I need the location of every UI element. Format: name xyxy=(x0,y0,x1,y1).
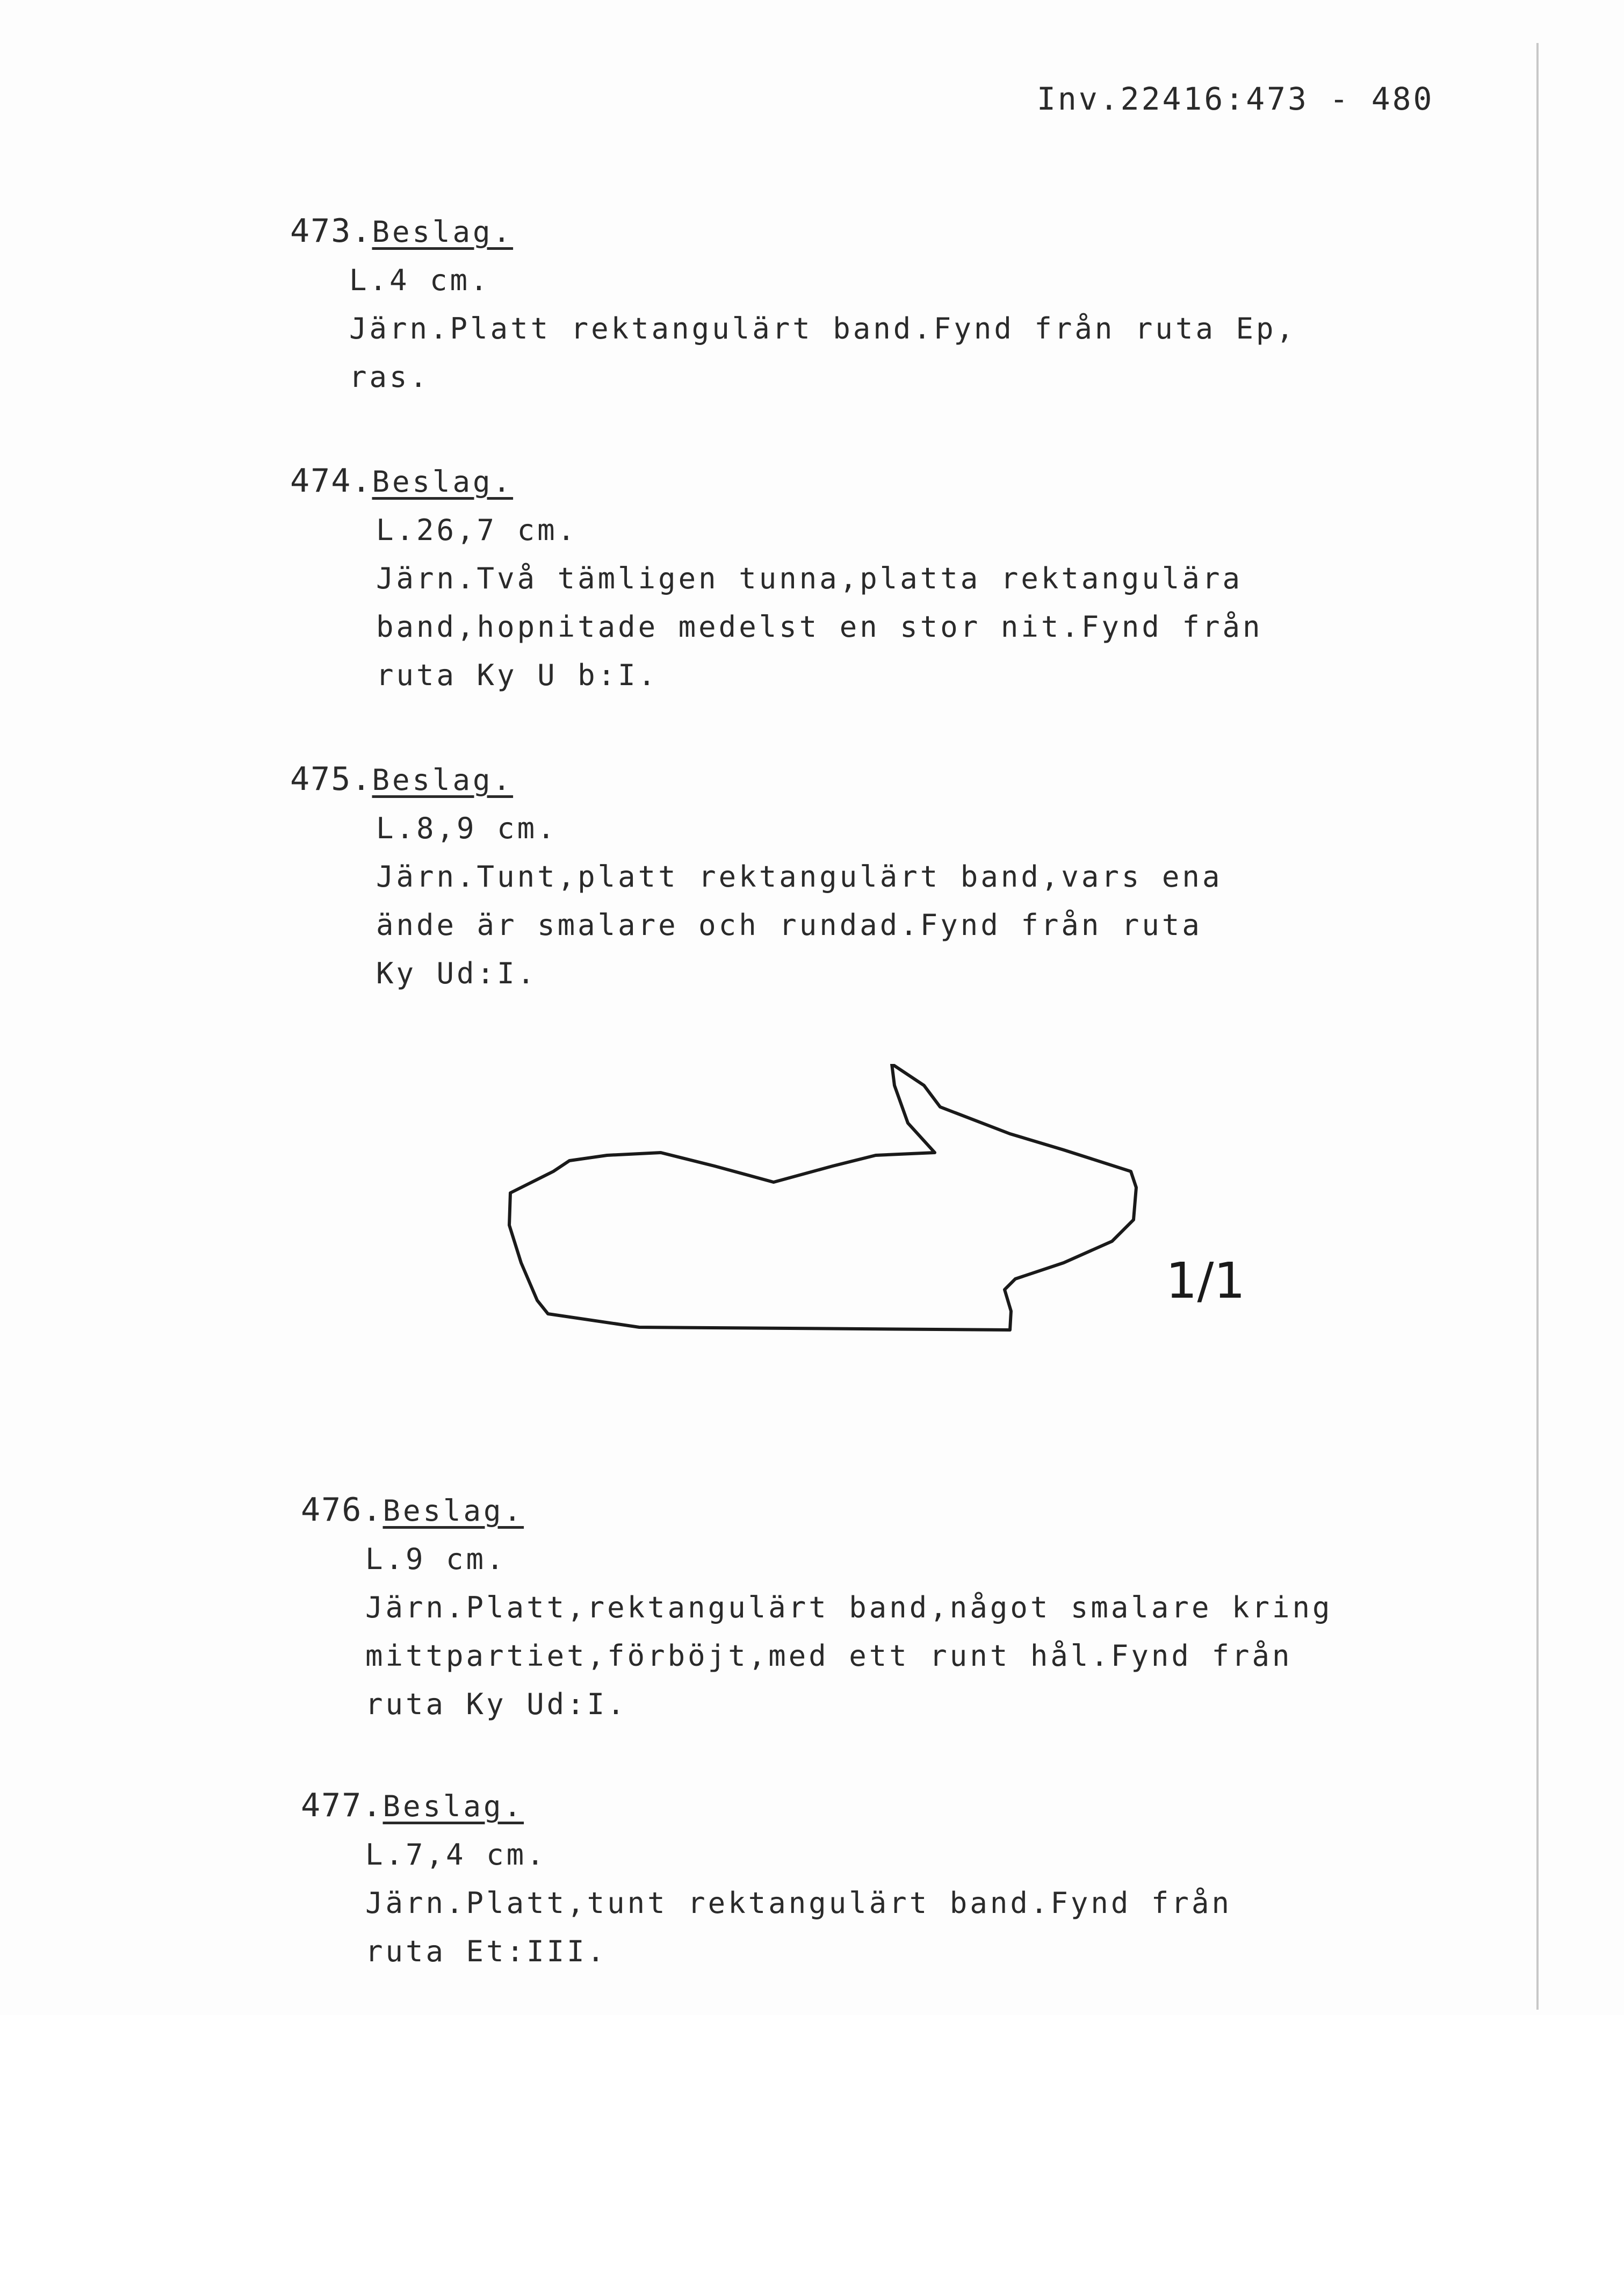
artifact-outline xyxy=(509,1064,1136,1330)
scan-margin xyxy=(0,2015,1624,2295)
entry-line: L.7,4 cm. xyxy=(365,1838,547,1872)
scale-label: 1/1 xyxy=(1166,1252,1246,1310)
entry-line: band,hopnitade medelst en stor nit.Fynd från xyxy=(376,610,1263,644)
entry-line: Järn.Två tämligen tunna,platta rektangulära xyxy=(376,562,1243,595)
entry-number: 475. xyxy=(290,760,372,798)
catalog-entry-473 xyxy=(290,207,1296,401)
entry-line: ände är smalare och rundad.Fynd från ruta xyxy=(376,908,1202,942)
entry-title: Beslag. xyxy=(382,1789,524,1823)
entry-line: Järn.Platt,tunt rektangulärt band.Fynd från xyxy=(365,1886,1232,1920)
entry-line: Ky Ud:I. xyxy=(376,956,538,990)
entry-line: ruta Et:III. xyxy=(365,1934,608,1968)
entry-line: L.8,9 cm. xyxy=(376,811,558,845)
entry-line: L.4 cm. xyxy=(349,263,490,297)
entry-line: Järn.Platt,rektangulärt band,något smalare kring xyxy=(365,1591,1333,1624)
artifact-outline-drawing xyxy=(500,1064,1198,1365)
entry-line: L.9 cm. xyxy=(365,1542,507,1576)
catalog-entry-475 xyxy=(290,755,1222,998)
entry-title: Beslag. xyxy=(372,763,514,797)
entry-title: Beslag. xyxy=(372,215,514,249)
entry-number: 477. xyxy=(301,1787,383,1824)
entry-line: mittpartiet,förböjt,med ett runt hål.Fynd från xyxy=(365,1639,1293,1673)
entry-number: 476. xyxy=(301,1491,383,1529)
inventory-number: Inv.22416:473 - 480 xyxy=(1037,81,1434,117)
entry-line: ruta Ky U b:I. xyxy=(376,658,659,692)
entry-line: L.26,7 cm. xyxy=(376,513,578,547)
page-edge-shadow xyxy=(1536,43,1539,2010)
catalog-entry-477 xyxy=(301,1781,1232,1976)
entry-line: ras. xyxy=(349,360,430,394)
entry-title: Beslag. xyxy=(382,1494,524,1528)
entry-line: Järn.Platt rektangulärt band.Fynd från ruta Ep, xyxy=(349,312,1297,346)
catalog-entry-474 xyxy=(290,457,1262,700)
entry-number: 474. xyxy=(290,462,372,500)
entry-line: Järn.Tunt,platt rektangulärt band,vars ena xyxy=(376,860,1223,894)
entry-line: ruta Ky Ud:I. xyxy=(365,1687,627,1721)
entry-title: Beslag. xyxy=(372,465,514,499)
catalog-entry-476 xyxy=(301,1486,1333,1729)
entry-number: 473. xyxy=(290,212,372,250)
